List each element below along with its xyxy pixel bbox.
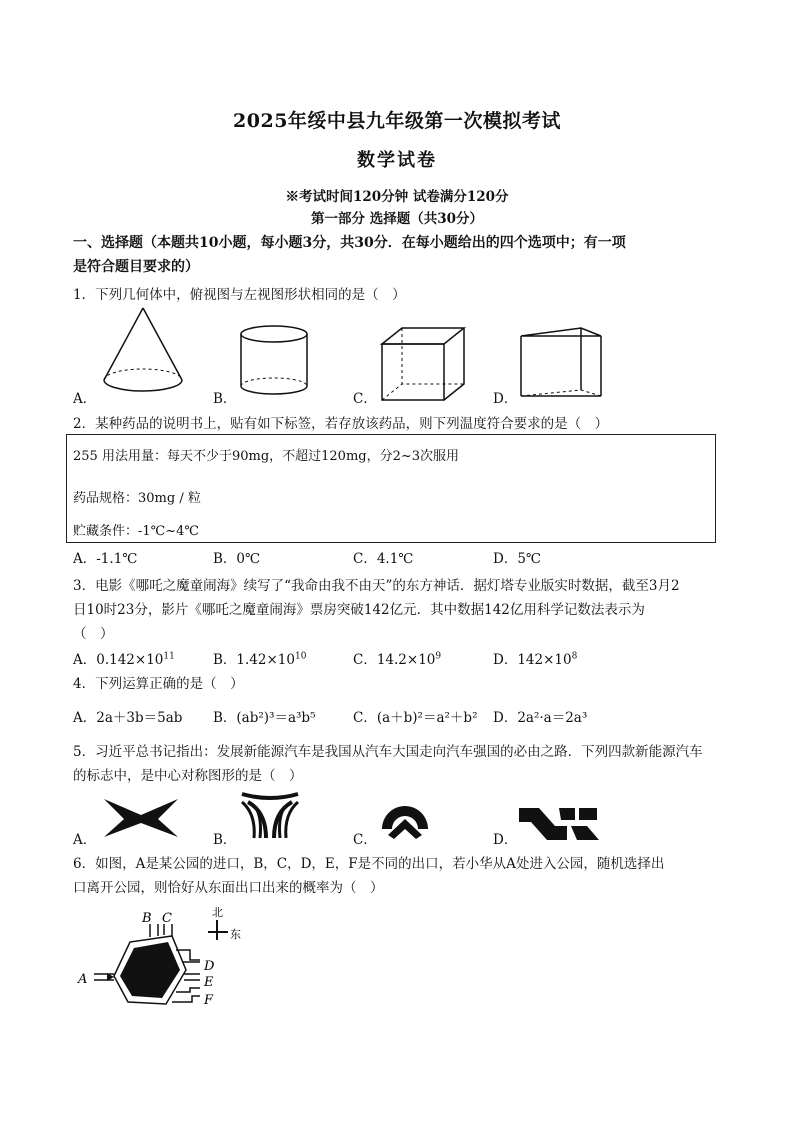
q3-option-d: D．$142\times 10^8$ <box>493 651 578 668</box>
map-north-label: 北 <box>212 906 223 919</box>
drug-label-usage: 255 用法用量：每天不少于90mg，不超过120mg，分2~3次服用 <box>73 449 460 464</box>
q4-option-c: C．(a＋b)²＝a²＋b² <box>353 710 478 726</box>
park-pentagon <box>120 942 180 998</box>
q4-stem: 4．下列运算正确的是（ ） <box>73 676 244 692</box>
q2-option-d: D．5℃ <box>493 551 542 567</box>
map-point-e: E <box>204 975 214 990</box>
q5-option-d: D． <box>493 832 518 848</box>
q1-stem: 1．下列几何体中，俯视图与左视图形状相同的是（ ） <box>73 287 406 303</box>
q3-option-a: A．$0.142\times 10^{11}$ <box>73 651 175 668</box>
q4-option-a: A．2a＋3b＝5ab <box>73 710 183 726</box>
map-point-a: A <box>78 972 88 987</box>
q3-line3: （ ） <box>73 626 114 642</box>
prism-figure <box>517 324 607 404</box>
car-logo-c <box>378 795 432 843</box>
drug-label-spec: 药品规格：30mg / 粒 <box>73 491 201 506</box>
paper-subtitle: 数学试卷 <box>357 150 437 171</box>
q1-option-c: C． <box>353 391 377 407</box>
q2-option-a: A．-1.1℃ <box>73 551 138 567</box>
q2-option-b: B．0℃ <box>213 551 261 567</box>
q2-option-c: C．4.1℃ <box>353 551 414 567</box>
q6-line2: 口离开公园，则恰好从东面出口出来的概率为（ ） <box>73 880 384 896</box>
q5-line1: 5．习近平总书记指出：发展新能源汽车是我国从汽车大国走向汽车强国的必由之路．下列四款新能源汽车 <box>73 744 703 760</box>
q3-option-b: B．$1.42\times 10^{10}$ <box>213 651 307 668</box>
part-heading: 第一部分 选择题（共30分） <box>311 211 483 227</box>
map-point-d: D <box>204 959 215 974</box>
q3-line1: 3．电影《哪吒之魔童闹海》续写了“我命由我不由天”的东方神话．据灯塔专业版实时数据，截至3月2 <box>73 578 680 594</box>
map-point-f: F <box>204 993 214 1008</box>
car-logo-b <box>238 788 302 842</box>
map-east-label: 东 <box>230 928 241 941</box>
section-heading-line2: 是符合题目要求的） <box>73 259 199 275</box>
car-logo-d <box>517 806 601 842</box>
q1-option-d: D． <box>493 391 518 407</box>
cylinder-figure <box>236 322 312 402</box>
q6-line1: 6．如图，A是某公园的进口，B，C，D，E，F是不同的出口，若小华从A处进入公园，随机选择出 <box>73 856 665 872</box>
q4-option-b: B．(ab²)³＝a³b⁵ <box>213 710 316 726</box>
cube-figure <box>378 324 470 404</box>
q1-option-a: A． <box>73 391 97 407</box>
q3-line2: 日10时23分，影片《哪吒之魔童闹海》票房突破142亿元．其中数据142亿用科学记数法表示为 <box>73 602 645 618</box>
q1-option-b: B． <box>213 391 237 407</box>
q2-stem: 2．某种药品的说明书上，贴有如下标签，若存放该药品，则下列温度符合要求的是（ ） <box>73 416 609 432</box>
q3-option-c: C．$14.2\times 10^9$ <box>353 651 442 668</box>
park-map-figure <box>72 900 262 1020</box>
section-heading-line1: 一、选择题（本题共10小题，每小题3分，共30分．在每小题给出的四个选项中；有一项 <box>73 235 626 251</box>
exam-note: ※考试时间120分钟 试卷满分120分 <box>285 189 509 205</box>
q5-option-b: B． <box>213 832 237 848</box>
car-logo-a <box>102 797 180 841</box>
q5-option-c: C． <box>353 832 377 848</box>
cone-figure <box>98 302 188 402</box>
map-point-c: C <box>162 911 172 926</box>
q5-option-a: A． <box>73 832 97 848</box>
q5-line2: 的标志中，是中心对称图形的是（ ） <box>73 768 303 784</box>
exam-title: 2025年绥中县九年级第一次模拟考试 <box>233 110 561 132</box>
map-point-b: B <box>142 911 152 926</box>
drug-label-storage: 贮藏条件：-1℃~4℃ <box>73 524 199 539</box>
q4-option-d: D．2a²·a＝2a³ <box>493 710 588 726</box>
